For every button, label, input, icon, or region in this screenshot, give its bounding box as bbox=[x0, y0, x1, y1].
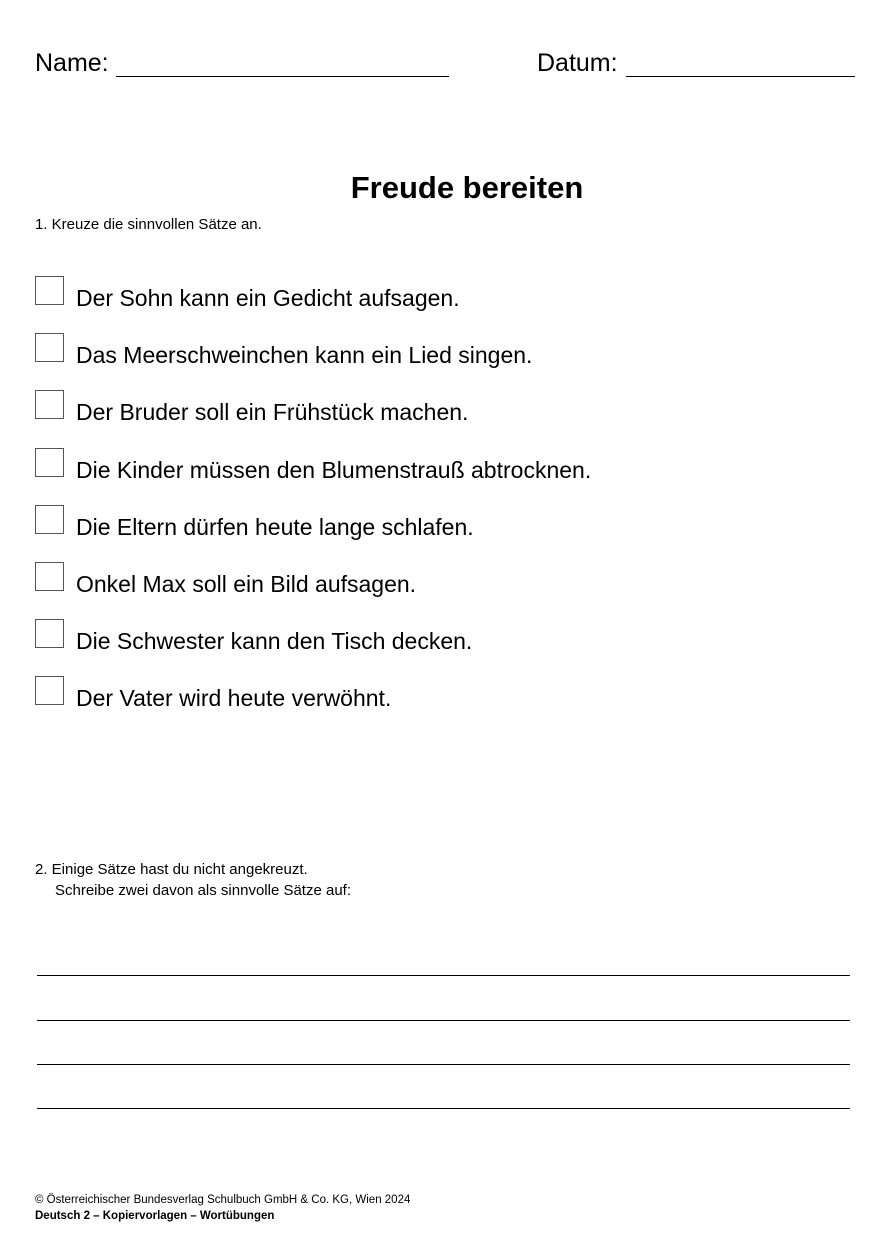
task1-instruction: 1. Kreuze die sinnvollen Sätze an. bbox=[35, 216, 262, 233]
name-label: Name: bbox=[35, 49, 109, 77]
writing-line[interactable] bbox=[37, 1020, 850, 1021]
sentence-text: Die Kinder müssen den Blumenstrauß abtrocknen. bbox=[76, 456, 592, 483]
footer-product-line: Deutsch 2 – Kopiervorlagen – Wortübungen bbox=[35, 1210, 275, 1222]
writing-line[interactable] bbox=[37, 1064, 850, 1065]
sentence-checkbox[interactable] bbox=[35, 448, 64, 477]
sentence-text: Der Sohn kann ein Gedicht aufsagen. bbox=[76, 285, 460, 311]
date-field-line[interactable] bbox=[626, 76, 855, 77]
sentence-text: Das Meerschweinchen kann ein Lied singen. bbox=[76, 342, 533, 369]
sentence-checkbox[interactable] bbox=[35, 676, 64, 705]
task2-instruction-line2: Schreibe zwei davon als sinnvolle Sätze auf: bbox=[55, 882, 352, 899]
footer-copyright: © Österreichischer Bundesverlag Schulbuch GmbH & Co. KG, Wien 2024 bbox=[35, 1194, 411, 1206]
sentence-text: Der Bruder soll ein Frühstück machen. bbox=[76, 399, 469, 426]
worksheet-title: Freude bereiten bbox=[350, 170, 584, 205]
task2-instruction bbox=[35, 859, 351, 901]
task2-instruction-line1: 2. Einige Sätze hast du nicht angekreuzt. bbox=[35, 861, 308, 878]
writing-line[interactable] bbox=[37, 975, 850, 976]
sentence-checkbox[interactable] bbox=[35, 333, 64, 362]
sentence-checkbox[interactable] bbox=[35, 505, 64, 534]
sentence-text: Die Eltern dürfen heute lange schlafen. bbox=[76, 513, 474, 540]
sentence-text: Onkel Max soll ein Bild aufsagen. bbox=[76, 570, 417, 597]
sentence-checkbox[interactable] bbox=[35, 276, 64, 305]
date-label: Datum: bbox=[537, 49, 618, 77]
writing-line[interactable] bbox=[37, 1108, 850, 1109]
name-field-line[interactable] bbox=[116, 76, 449, 77]
sentence-text: Die Schwester kann den Tisch decken. bbox=[76, 628, 473, 655]
sentence-checkbox[interactable] bbox=[35, 562, 64, 591]
sentence-checkbox[interactable] bbox=[35, 390, 64, 419]
sentence-checkbox[interactable] bbox=[35, 619, 64, 648]
sentence-text: Der Vater wird heute verwöhnt. bbox=[76, 685, 392, 712]
